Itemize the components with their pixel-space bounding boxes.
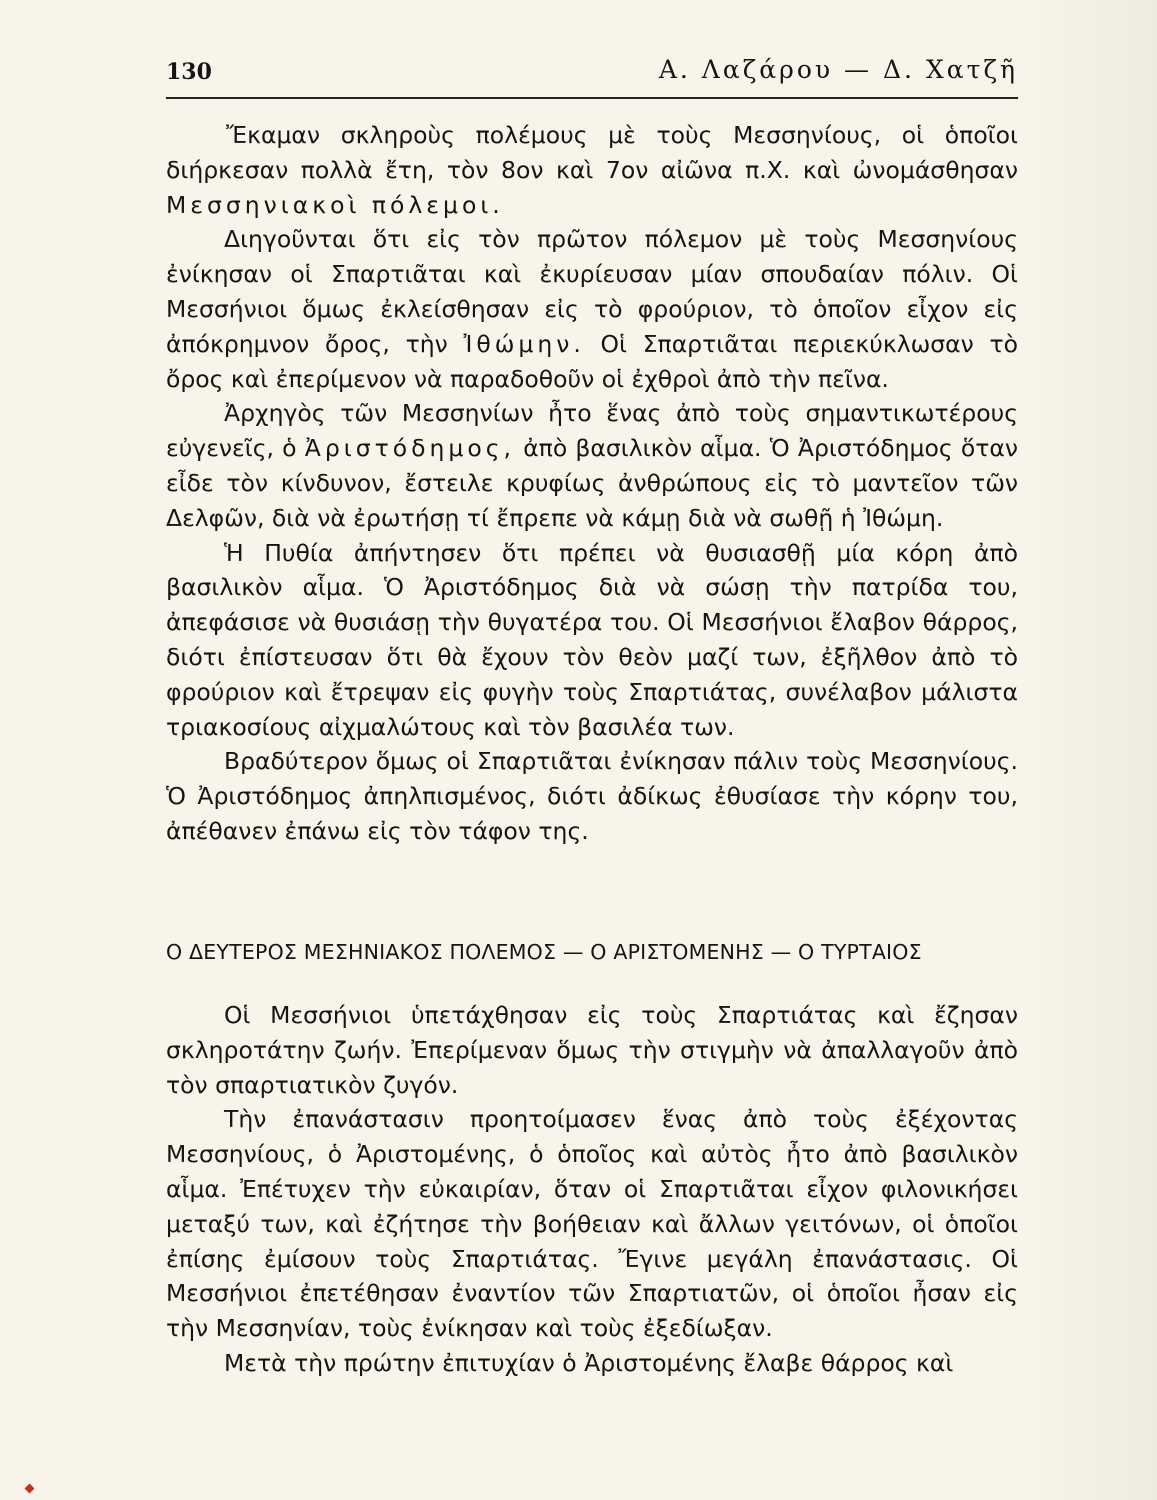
ithome-term: Ἰθώμην.	[463, 329, 585, 358]
paragraph-4	[166, 536, 1018, 745]
paragraph-5-text: Βραδύτερον ὅμως οἱ Σπαρτιᾶται ἐνίκησαν πάλιν τοὺς Μεσσηνίους. Ὁ Ἀριστόδημος ἀπηλπισμένος, διότι ἀδίκως ἐθυσίασε τὴν κόρην του, ἀπέθανεν ἐπάνω εἰς τὸν τάφον της.	[166, 747, 1018, 845]
paragraph-3-after: ἀπὸ βασιλικὸν αἷμα. Ὁ Ἀριστόδημος ὅταν εἶδε τὸν κίνδυνον, ἔστειλε κρυφίως ἀνθρώπους εἰς τὸ μαντεῖον τῶν Δελφῶν, διὰ νὰ ἐρωτήσῃ τί ἔπρεπε νὰ κάμῃ διὰ νὰ σωθῇ ἡ Ἰθώμη.	[166, 434, 1018, 532]
page-header	[166, 55, 1018, 99]
section-text	[166, 998, 1018, 1381]
section-paragraph-3: Μετὰ τὴν πρώτην ἐπιτυχίαν ὁ Ἀριστομένης ἔλαβε θάρρος καὶ	[224, 1348, 954, 1377]
section-paragraph-1: Οἱ Μεσσήνιοι ὑπετάχθησαν εἰς τοὺς Σπαρτιάτας καὶ ἔζησαν σκληροτάτην ζωήν. Ἐπερίμεναν ὅμως τὴν στιγμὴν νὰ ἀπαλλαγοῦν ἀπὸ τὸν σπαρτιατικὸν ζυγόν.	[166, 1001, 1018, 1099]
paragraph-1	[166, 118, 1018, 222]
paragraph-3	[166, 396, 1018, 535]
paragraph-2	[166, 222, 1018, 396]
red-corner-mark	[25, 1484, 35, 1494]
paragraph-2-before: Διηγοῦνται ὅτι εἰς τὸν πρῶτον πόλεμον μὲ τοὺς Μεσσηνίους ἐνίκησαν οἱ Σπαρτιᾶται καὶ ἐκυρίευσαν μίαν σπουδαίαν πόλιν. Οἱ Μεσσήνιοι ὅμως ἐκλείσθησαν εἰς τὸ φρούριον, τὸ ὁποῖον εἶχον εἰς ἀπόκρημνον ὄρος, τὴν	[166, 225, 1018, 358]
page-number: 130	[166, 59, 212, 85]
paragraph-2-after: Οἱ Σπαρτιᾶται περιεκύκλωσαν τὸ ὄρος καὶ ἐπερίμενον νὰ παραδοθοῦν οἱ ἐχθροὶ ἀπὸ τὴν πεῖνα.	[166, 329, 1018, 393]
main-text	[166, 118, 1018, 849]
paragraph-3-before: Ἀρχηγὸς τῶν Μεσσηνίων ἦτο ἕνας ἀπὸ τοὺς σημαντικωτέρους εὐγενεῖς, ὁ	[166, 399, 1018, 463]
section-title: Ο ΔΕΥΤΕΡΟΣ ΜΕΣΗΝΙΑΚΟΣ ΠΟΛΕΜΟΣ — Ο ΑΡΙΣΤΟΜΕΝΗΣ — Ο ΤΥΡΤΑΙΟΣ	[166, 940, 922, 964]
paragraph-5	[166, 744, 1018, 848]
running-head: Α. Λαζάρου — Δ. Χατζῆ	[658, 55, 1018, 84]
section-paragraph-2: Τὴν ἐπανάστασιν προητοίμασεν ἕνας ἀπὸ τοὺς ἐξέχοντας Μεσσηνίους, ὁ Ἀριστομένης, ὁ ὁποῖος καὶ αὐτὸς ἦτο ἀπὸ βασιλικὸν αἷμα. Ἐπέτυχεν τὴν εὐκαιρίαν, ὅταν οἱ Σπαρτιᾶται εἶχον φιλονικήσει μεταξύ των, καὶ ἐζήτησε τὴν βοήθειαν καὶ ἄλλων γειτόνων, οἱ ὁποῖοι ἐπίσης ἐμίσουν τοὺς Σπαρτιάτας. Ἔγινε μεγάλη ἐπανάστασις. Οἱ Μεσσήνιοι ἐπετέθησαν ἐναντίον τῶν Σπαρτιατῶν, οἱ ὁποῖοι ἦσαν εἰς τὴν Μεσσηνίαν, τοὺς ἐνίκησαν καὶ τοὺς ἐξεδίωξαν.	[166, 1105, 1018, 1343]
page-edge-shadow	[1020, 0, 1157, 1500]
paragraph-1-text: Ἔκαμαν σκληροὺς πολέμους μὲ τοὺς Μεσσηνίους, οἱ ὁποῖοι διήρκεσαν πολλὰ ἔτη, τὸν 8ον καὶ 7ον αἰῶνα π.Χ. καὶ ὠνομάσθησαν	[166, 121, 1018, 184]
messenian-wars-term: Μεσσηνιακοὶ πόλεμοι.	[166, 190, 504, 219]
paragraph-4-text: Ἡ Πυθία ἀπήντησεν ὅτι πρέπει νὰ θυσιασθῇ μία κόρη ἀπὸ βασιλικὸν αἷμα. Ὁ Ἀριστόδημος διὰ νὰ σώσῃ τὴν πατρίδα του, ἀπεφάσισε νὰ θυσιάσῃ τὴν θυγατέρα του. Οἱ Μεσσήνιοι ἔλαβον θάρρος, διότι ἐπίστευσαν ὅτι θὰ ἔχουν τὸν θεὸν μαζί των, ἐξῆλθον ἀπὸ τὸ φρούριον καὶ ἔτρεψαν εἰς φυγὴν τοὺς Σπαρτιάτας, συνέλαβον μάλιστα τριακοσίους αἰχμαλώτους καὶ τὸν βασιλέα των.	[166, 538, 1018, 741]
aristodemos-term: Ἀριστόδημος,	[304, 434, 515, 463]
